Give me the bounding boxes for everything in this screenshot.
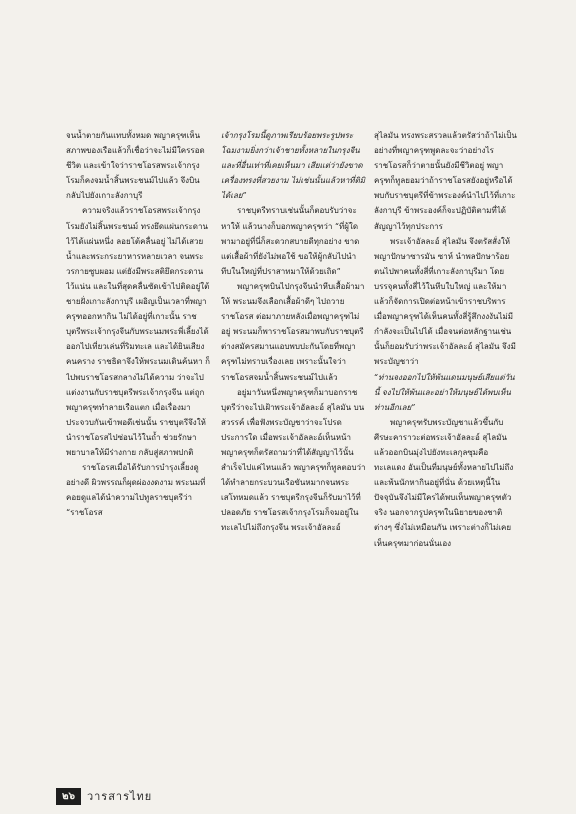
magazine-title: วารสารไทย	[86, 790, 153, 803]
paragraph: ความจริงแล้วราชโอรสพระเจ้ากรุงโรมยังไม่สิ้นพระชนม์ ทรงยึดแผ่นกระดานไว้ได้แผ่นหนึ่ง ลอยโต้คลื่นอยู่ ไม่ได้เสวยน้ำและพระกระยาหารหลายเวลา จนพระวรกายซูบผอม แต่ยังมีพระสติยึดกระดานไว้แน่น และในที่สุดคลื่นซัดเข้าไปติดอยู่ใต้ชายฝั่งเกาะลังกาบุรี เผอิญเป็นเวลาที่พญาครุฑออกหากิน ไม่ได้อยู่ที่เกาะนั้น ราชบุตรีพระเจ้ากรุงจีนกับพระนมพระพี่เลี้ยงได้ออกไปเที่ยวเล่นที่ริมทะเล และได้ยินเสียงคนคราง ราชธิดาจึงให้พระนมเดินค้นหา ก็ไปพบราชโอรสกลางไม่ได้ความ ว่าจะไปแต่งงานกับราชบุตรีพระเจ้ากรุงจีน แต่ถูกพญาครุฑทำลายเรือแตก เมื่อเรื่องมาประจวบกันเข้าพอดีเช่นนั้น ราชบุตรีจึงให้นำราชโอรสไปซ่อนไว้ในถ้ำ ช่วยรักษาพยาบาลให้มีร่างกาย กลับสู่สภาพปกติ	[66, 206, 210, 457]
text-column-3	[374, 128, 519, 758]
page-footer	[56, 786, 152, 806]
page-number: ๒๖	[56, 788, 81, 805]
paragraph: อยู่มาวันหนึ่งพญาครุฑก็มาบอกราชบุตรีว่าจะไปเฝ้าพระเจ้าอัลละอ์ สุไลมัน บนสวรรค์ เพื่อฟังพระบัญชาว่าจะโปรดประการใด เมื่อพระเจ้าอัลละอ์เห็นหน้าพญาครุฑก็ตรัสถามว่าที่ได้สัญญาไว้นั้นสำเร็จไปแค่ไหนแล้ว พญาครุฑก็ทูลตอบว่าได้ทำลายกระบวนเรือขันหมากจนพระเสโทหมดแล้ว ราชบุตรีกรุงจีนก็รับมาไว้ที่ปลอดภัย ราชโอรสเจ้ากรุงโรมก็จมอยู่ในทะเลไปไม่ถึงกรุงจีน พระเจ้าอัลละอ์	[221, 387, 366, 533]
paragraph: พญาครุฑบินไปกรุงจีนนำหีบเสื้อผ้ามาให้ พระนมจึงเลือกเสื้อผ้าดีๆ ไปถวายราชโอรส ต่อมาภายหลังเมื่อพญาครุฑไม่อยู่ พระนมก็พาราชโอรสมาพบกับราชบุตรีต่างสมัครสมานแอบพบปะกันโดยที่พญาครุฑไม่ทราบเรื่องเลย เพราะนั้นใจว่าราชโอรสจมน้ำสิ้นพระชนม์ไปแล้ว	[221, 281, 365, 382]
text-column-1	[66, 128, 211, 758]
text-column-2	[221, 128, 366, 758]
paragraph: ราชโอรสเมื่อได้รับการบำรุงเลี้ยงดูอย่างดี ผิวพรรณก็ผุดผ่องงดงาม พระนมที่คอยดูแลได้นำความไปทูลราชบุตรีว่า “ราชโอรส	[66, 463, 206, 518]
paragraph: ราชบุตรีทราบเช่นนั้นก็ตอบรับว่าจะหาให้ แล้วนางก็บอกพญาครุฑว่า “ที่ผู้ใดพามาอยู่ที่นี่ก็สะดวกสบายดีทุกอย่าง ขาดแต่เสื้อผ้าที่ยังไม่พอใช้ ขอให้ผู้กลับไปนำทีบในใหญ่ที่ปราสาทมาให้ด้วยเถิด”	[221, 206, 360, 276]
paragraph: สุไลมัน ทรงพระสรวลแล้วตรัสว่าถ้าไม่เป็นอย่างที่พญาครุฑพูดละจะว่าอย่างไร ราชโอรสก็ว่าตายนั้นยังมีชีวิตอยู่ พญาครุฑก็ทูลยอมว่าถ้าราชโอรสยังอยู่หรือได้พบกับราชบุตรีที่ข้าพระองค์นำไปไว้ที่เกาะลังกาบุรี ข้าพระองค์ก็จะปฏิบัติตามที่ได้สัญญาไว้ทุกประการ	[374, 131, 517, 231]
quote-paragraph: “ท่านจงออกไปให้พ้นแดนมนุษย์เสียแต่วันนี้ จงไปให้พ้นและอย่าให้มนุษย์ได้พบเห็นท่านอีกเลย”	[374, 372, 515, 412]
paragraph: พญาครุฑรับพระบัญชาแล้วขึ้นกับศีรษะคาราวะต่อพระเจ้าอัลละอ์ สุไลมัน แล้วออกบินมุ่งไปยังทะเลกุลซุมคือทะเลแดง อันเป็นที่มนุษย์ทั้งหลายไปไม่ถึง และพ้นนักหากินอยู่ที่นั่น ด้วยเหตุนี้ในปัจจุบันจึงไม่มีใครได้พบเห็นพญาครุฑตัวจริง นอกจากรูปครุฑในนิยายของชาติต่างๆ ซึ่งไม่เหมือนกัน เพราะต่างก็ไม่เคยเห็นครุฑมาก่อนนั่นเอง	[374, 417, 514, 548]
quote-paragraph: เจ้ากรุงโรมนี้ดูภาพเรียบร้อยพระรูปพระโฉมงามยิ่งกว่าเจ้าชายทั้งหลายในกรุงจีนและที่อื่นเท่าที่เคยเห็นมา เสียแต่ว่ายังขาดเครื่องทรงที่สวยงาม ไม่เช่นนั้นแล้วหาที่ติมิได้เลย”	[221, 131, 366, 201]
paragraph: พระเจ้าอัลละอ์ สุไลมัน จึงตรัสสั่งให้พญาปักษาซารมัน ซาห์ นำพลปักษาร้อยตนไปพาคนทั้งสี่ที่เกาะลังกาบุรีมา โดยบรรจุคนทั้งสี่ไว้ในหีบใบใหญ่ และให้มาแล้วก็จัดการเปิดต่อหน้าเข้าราชบริพาร เมื่อพญาครุฑได้เห็นคนทั้งสี่รู้สึกงงงันไม่มีกำลังจะเป็นไปได้ เมื่อจนต่อหลักฐานเช่นนั้นก็ยอมรับว่าพระเจ้าอัลละอ์ สุไลมัน จึงมีพระบัญชาว่า	[374, 236, 516, 367]
paragraph: จนน้ำตายกันแทบทั้งหมด พญาครุฑเห็นสภาพของเรือแล้วก็เชื่อว่าจะไม่มีใครรอดชีวิต และเข้าใจว่าราชโอรสพระเจ้ากรุงโรมก็คงจมน้ำสิ้นพระชนม์ไปแล้ว จึงบินกลับไปยังเกาะลังกาบุรี	[66, 131, 205, 201]
